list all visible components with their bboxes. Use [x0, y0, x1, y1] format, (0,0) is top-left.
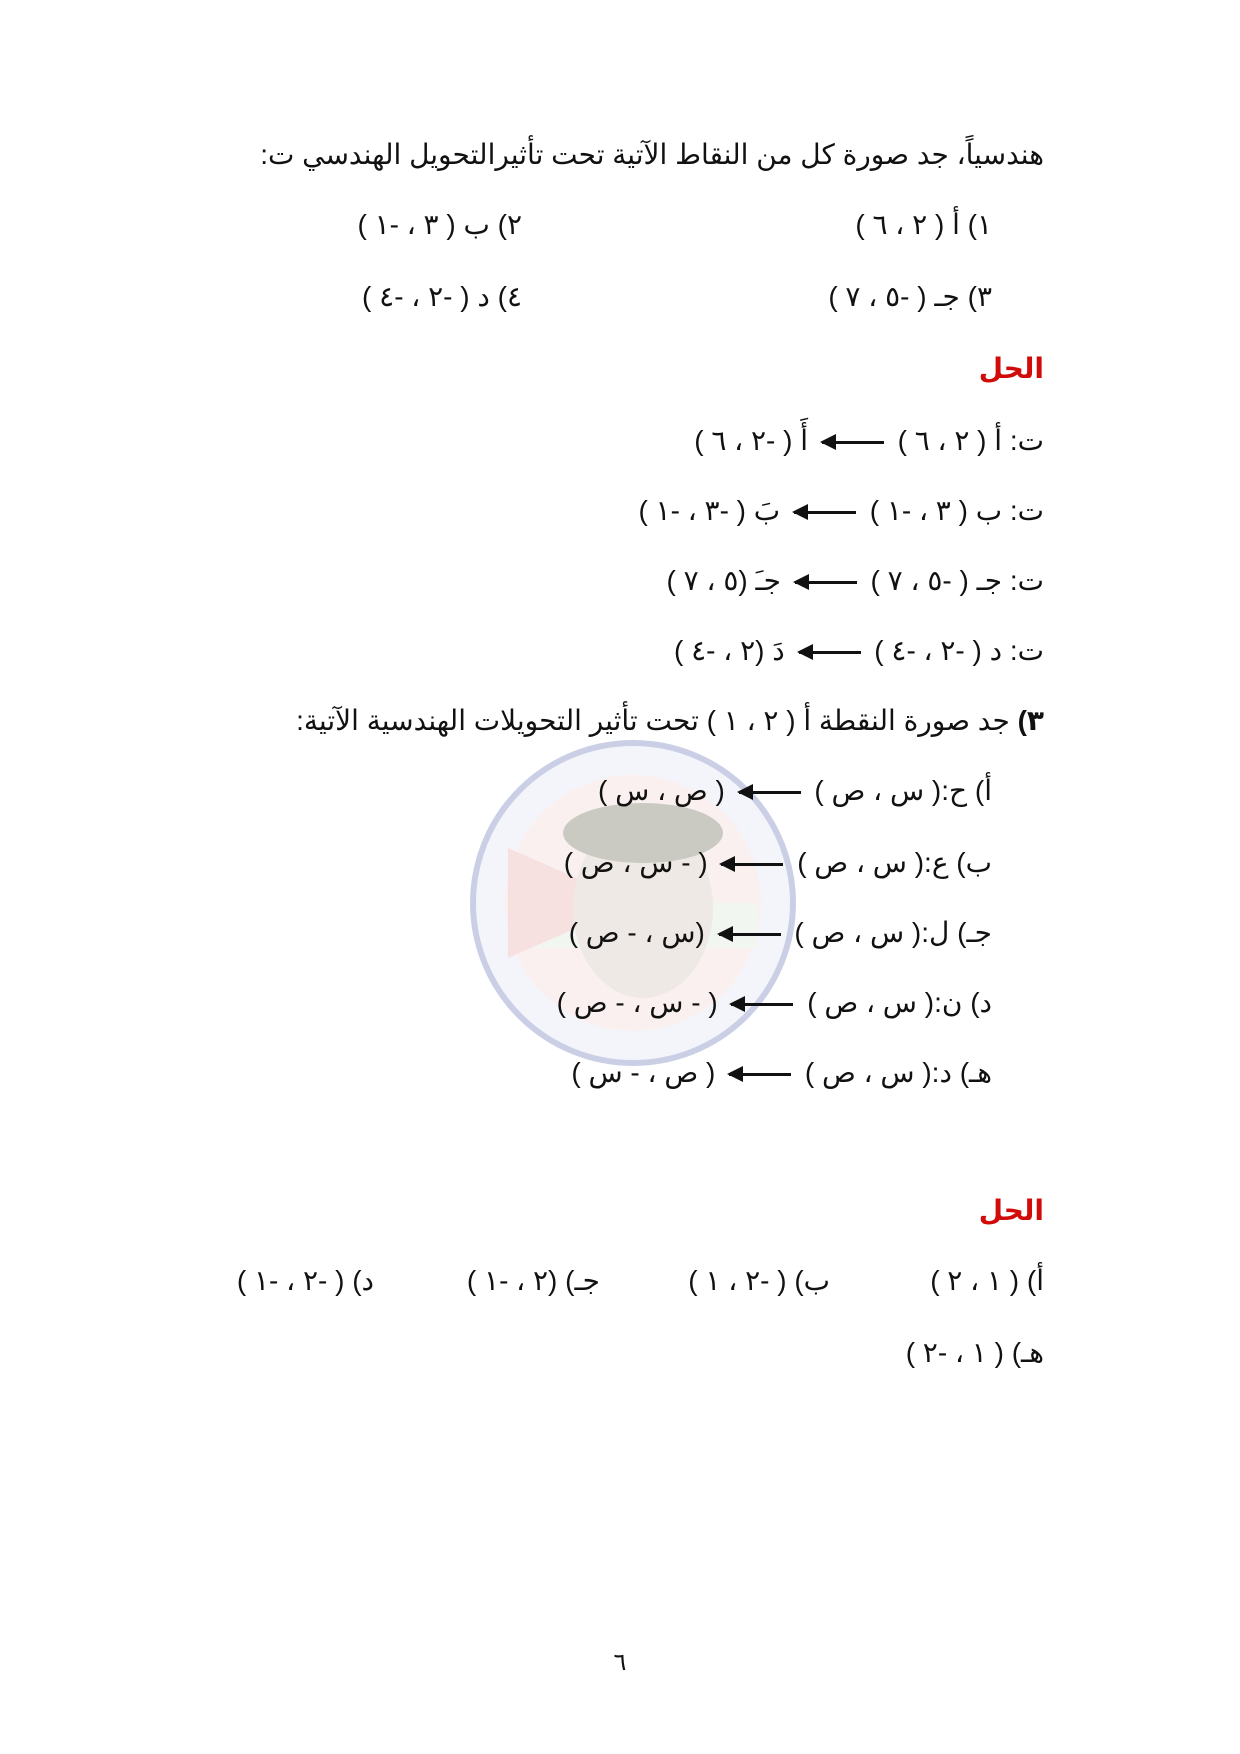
transform-result: ( ص ، - س ) — [571, 1057, 716, 1088]
transform-row — [598, 774, 992, 807]
transform-row — [571, 1056, 992, 1089]
arrow-left-icon — [822, 441, 884, 444]
answer-e: هـ) ( ١ ، -٢ ) — [905, 1337, 1044, 1368]
transform-row — [564, 846, 992, 879]
intro-text: هندسياً، جد صورة كل من النقاط الآتية تحت تأثيرالتحويل الهندسي ت: — [260, 139, 1044, 170]
arrow-left-icon — [795, 581, 857, 584]
arrow-left-icon — [731, 1003, 793, 1006]
page-number: ٦ — [613, 1649, 627, 1676]
transform-row — [569, 916, 992, 949]
transform-result: ( - س ، ص ) — [563, 847, 708, 878]
transform-rule: هـ) د:( س ، ص ) — [804, 1057, 992, 1088]
point-4: ٤) د ( -٢ ، -٤ ) — [362, 281, 522, 312]
answer-b: ب) ( -٢ ، ١ ) — [688, 1265, 830, 1296]
mapping-source: ت: ب ( ٣ ، -١ ) — [869, 495, 1044, 526]
mapping-row — [694, 424, 1044, 457]
mapping-source: ت: جـ ( -٥ ، ٧ ) — [870, 565, 1044, 596]
question-3 — [296, 704, 1044, 737]
transform-result: ( - س ، - ص ) — [556, 987, 718, 1018]
arrow-left-icon — [719, 933, 781, 936]
question-text: جد صورة النقطة أ ( ٢ ، ١ ) تحت تأثير التحويلات الهندسية الآتية: — [296, 705, 1010, 736]
arrow-left-icon — [799, 651, 861, 654]
transform-row — [557, 986, 992, 1019]
mapping-image: جـَ (٥ ، ٧ ) — [666, 565, 781, 596]
mapping-image: أَ ( -٢ ، ٦ ) — [694, 425, 809, 456]
mapping-image: بَ ( -٣ ، -١ ) — [638, 495, 781, 526]
mapping-row — [674, 634, 1044, 667]
solution-heading: الحل — [978, 353, 1044, 384]
answer-c: جـ) (٢ ، -١ ) — [466, 1265, 600, 1296]
point-2: ٢) ب ( ٣ ، -١ ) — [357, 209, 522, 240]
mapping-row — [638, 494, 1044, 527]
arrow-left-icon — [729, 1073, 791, 1076]
arrow-left-icon — [739, 791, 801, 794]
mapping-image: دَ (٢ ، -٤ ) — [674, 635, 785, 666]
transform-result: (س ، - ص ) — [568, 917, 705, 948]
answer-a: أ) ( ١ ، ٢ ) — [930, 1265, 1044, 1296]
transform-rule: جـ) ل:( س ، ص ) — [794, 917, 992, 948]
mapping-source: ت: د ( -٢ ، -٤ ) — [874, 635, 1044, 666]
arrow-left-icon — [794, 511, 856, 514]
transform-rule: أ) ح:( س ، ص ) — [814, 775, 992, 806]
point-1: ١) أ ( ٢ ، ٦ ) — [855, 209, 992, 240]
transform-result: ( ص ، س ) — [598, 775, 725, 806]
question-number: ٣) — [1017, 705, 1044, 736]
mapping-source: ت: أ ( ٢ ، ٦ ) — [897, 425, 1044, 456]
point-3: ٣) جـ ( -٥ ، ٧ ) — [828, 281, 992, 312]
transform-rule: ب) ع:( س ، ص ) — [797, 847, 992, 878]
mapping-row — [667, 564, 1044, 597]
arrow-left-icon — [721, 863, 783, 866]
solution-heading-2: الحل — [978, 1195, 1044, 1226]
answer-d: د) ( -٢ ، -١ ) — [236, 1265, 374, 1296]
transform-rule: د) ن:( س ، ص ) — [807, 987, 992, 1018]
